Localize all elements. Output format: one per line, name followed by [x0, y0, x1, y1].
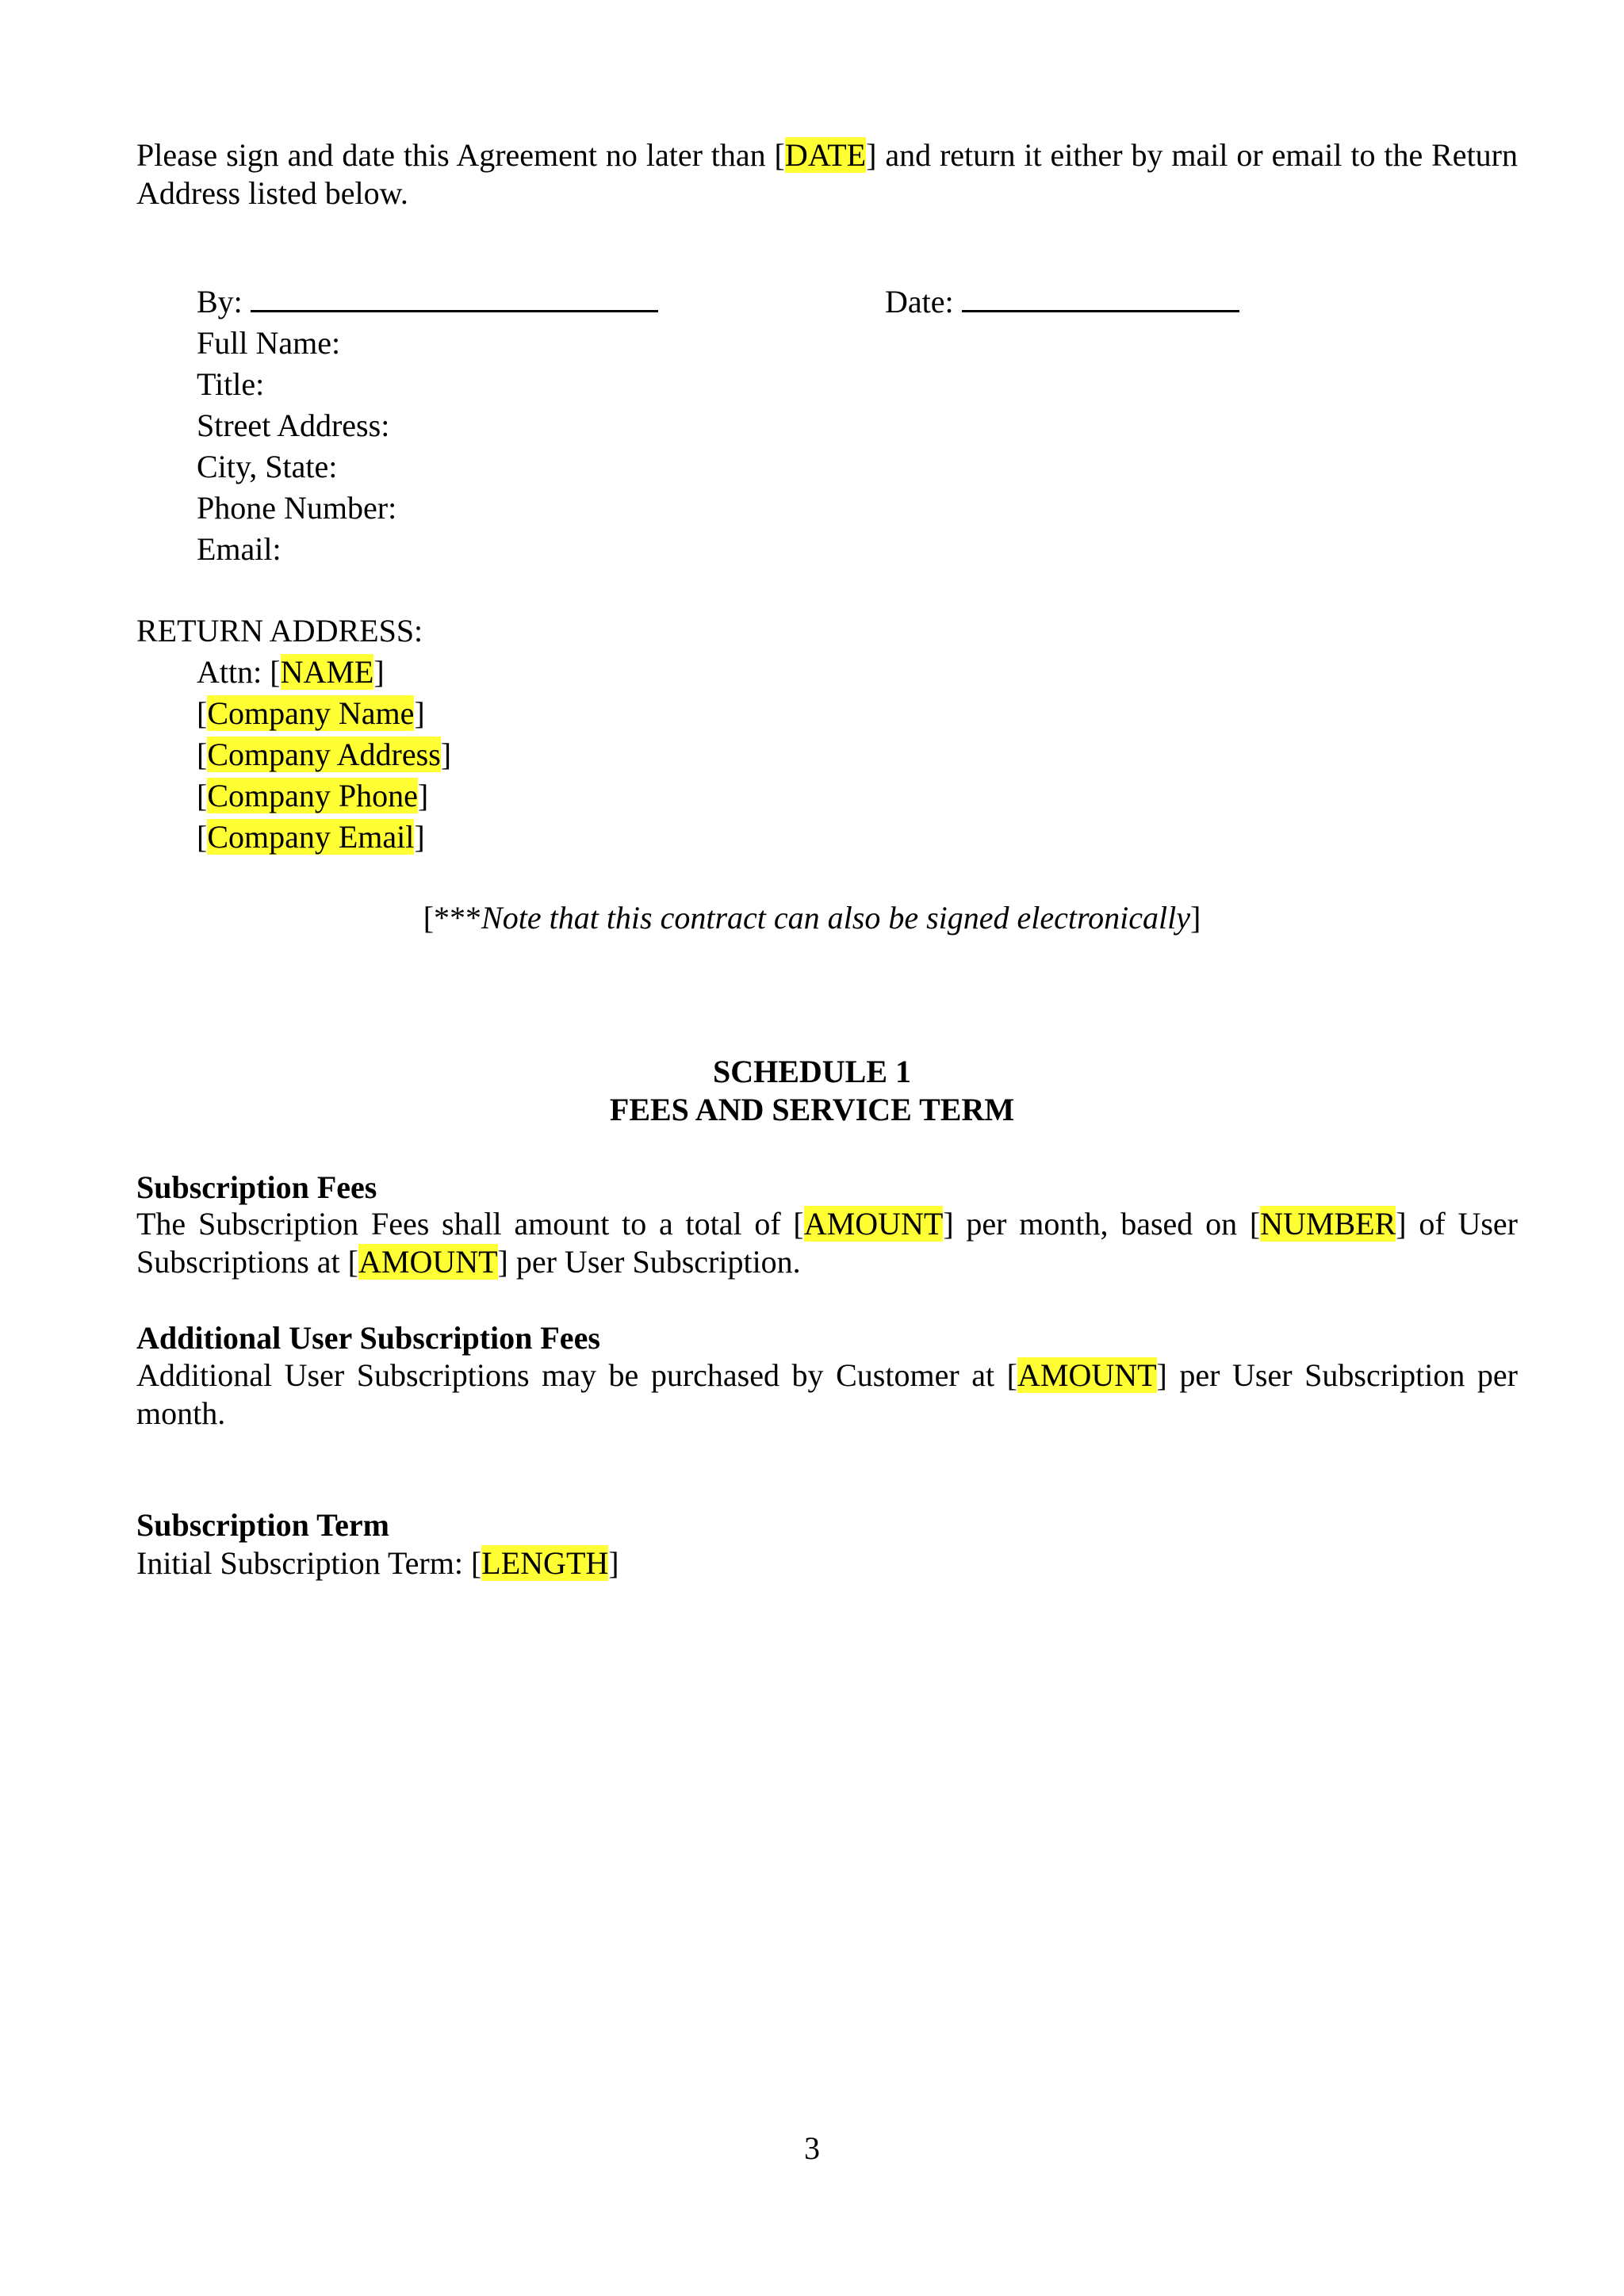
term-length-placeholder: LENGTH: [481, 1545, 609, 1581]
page-number: 3: [804, 2130, 820, 2166]
user-count-placeholder: NUMBER: [1260, 1206, 1396, 1242]
subscription-fees-text-4: ] per User Subscription.: [497, 1244, 801, 1280]
schedule-subtitle: FEES AND SERVICE TERM: [609, 1092, 1015, 1127]
subscription-fees-text-2: ] per month, based on [: [943, 1206, 1261, 1242]
date-label: Date:: [885, 284, 954, 320]
note-prefix: [***: [423, 900, 482, 936]
company-name-placeholder: Company Name: [207, 695, 415, 731]
intro-text-start: Please sign and date this Agreement no later than [: [136, 137, 785, 173]
additional-fees-text-2: ] per User Subscription per month.: [136, 1357, 1518, 1431]
subscription-fees-paragraph: [136, 1205, 1518, 1281]
intro-text-end: ] and return it either by mail or email to the Return Address listed below.: [136, 137, 1518, 211]
attn-line: Attn: [NAME]: [197, 654, 385, 690]
field-city-state: City, State:: [197, 449, 338, 484]
company-phone-placeholder: Company Phone: [207, 778, 418, 813]
subscription-fees-text-1: The Subscription Fees shall amount to a total of [: [136, 1206, 804, 1242]
note-suffix: ]: [1189, 900, 1201, 936]
electronic-signature-note: [0, 899, 1624, 937]
subscription-term-line: [136, 1544, 619, 1582]
field-title: Title:: [197, 366, 265, 402]
subscription-term-label: Initial Subscription Term: [: [136, 1545, 482, 1581]
attn-label: Attn:: [197, 654, 270, 690]
additional-amount-placeholder: AMOUNT: [1017, 1357, 1157, 1393]
company-address-placeholder: Company Address: [207, 737, 441, 772]
per-user-amount-placeholder: AMOUNT: [358, 1244, 498, 1280]
company-email-line: [Company Email]: [197, 819, 425, 855]
additional-fees-heading: Additional User Subscription Fees: [136, 1320, 600, 1356]
date-line: [885, 283, 1239, 321]
note-text: Note that this contract can also be signed electronically: [481, 900, 1190, 936]
subscription-fees-heading: Subscription Fees: [136, 1169, 377, 1205]
field-street-address: Street Address:: [197, 408, 390, 443]
field-full-name: Full Name:: [197, 325, 341, 361]
intro-paragraph: [136, 136, 1518, 212]
by-line: [197, 283, 658, 321]
return-address-heading: RETURN ADDRESS:: [136, 613, 423, 649]
date-placeholder: DATE: [784, 137, 867, 173]
attn-name-placeholder: NAME: [280, 654, 374, 690]
date-signature-line: [962, 283, 1239, 312]
company-address-line: [Company Address]: [197, 737, 452, 772]
signature-line: [251, 283, 658, 312]
additional-fees-text-1: Additional User Subscriptions may be purchased by Customer at [: [136, 1357, 1017, 1393]
field-email: Email:: [197, 531, 282, 567]
additional-fees-paragraph: [136, 1357, 1518, 1433]
subscription-term-close: ]: [608, 1545, 619, 1581]
schedule-title: SCHEDULE 1: [712, 1054, 912, 1089]
company-name-line: [Company Name]: [197, 695, 425, 731]
field-phone-number: Phone Number:: [197, 490, 397, 526]
subscription-fees-text-3: ] of User Subscriptions at [: [136, 1206, 1518, 1280]
by-label: By:: [197, 284, 243, 320]
subscription-amount-placeholder: AMOUNT: [803, 1206, 944, 1242]
company-phone-line: [Company Phone]: [197, 778, 429, 813]
subscription-term-heading: Subscription Term: [136, 1507, 389, 1543]
company-email-placeholder: Company Email: [207, 819, 415, 855]
